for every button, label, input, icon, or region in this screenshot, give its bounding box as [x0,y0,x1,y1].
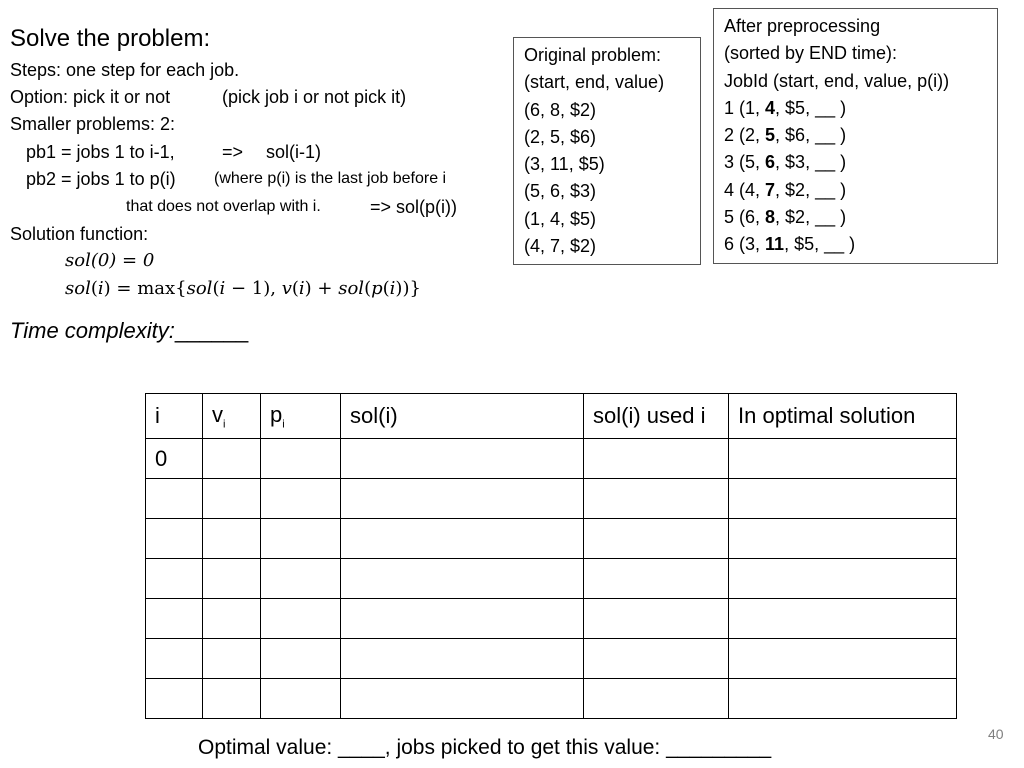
table-cell [261,519,341,559]
table-header-row [146,394,957,439]
table-row [146,439,957,479]
table-cell [203,559,261,599]
original-row: (4, 7, $2) [524,236,597,257]
table-cell [261,479,341,519]
solution-table [145,393,957,719]
original-columns: (start, end, value) [524,72,665,93]
table-cell [584,519,729,559]
table-cell [729,559,957,599]
original-row: (2, 5, $6) [524,126,597,147]
table-cell [261,639,341,679]
table-cell [341,599,584,639]
sorted-row: 1 (1, 4, $5, __ ) [724,97,847,118]
table-cell [729,639,957,679]
page-title: Solve the problem: [10,25,211,52]
table-row [146,679,957,719]
table-cell [584,599,729,639]
table-row [146,639,957,679]
option-line: Option: pick it or not [10,87,171,107]
table-cell [146,679,203,719]
table-cell [261,439,341,479]
table-cell [261,559,341,599]
table-cell [203,679,261,719]
header-v: $v_i$ [203,394,261,439]
smaller-problems-line: Smaller problems: 2: [10,114,176,134]
pb1-arrow: => [222,142,244,162]
original-row: (1, 4, $5) [524,208,597,229]
pb2-solution: => sol(p(i)) [370,197,458,217]
header-sol: sol(i) [341,394,584,439]
pb1-line: pb1 = jobs 1 to i-1, [26,142,175,162]
sorted-jobs-box [713,8,998,264]
original-row: (5, 6, $3) [524,181,597,202]
sorted-subheader: (sorted by END time): [724,43,898,64]
table-cell [584,439,729,479]
table-cell [729,479,957,519]
pb2-note-2: that does not overlap with i. [126,198,321,215]
table-cell [146,599,203,639]
pb2-note-1: (where p(i) is the last job before i [214,170,447,187]
header-optimal: In optimal solution [729,394,957,439]
header-used: sol(i) used i [584,394,729,439]
pb1-solution: sol(i-1) [266,142,322,162]
sorted-header: After preprocessing [724,16,881,36]
table-cell [203,519,261,559]
table-cell [203,479,261,519]
pb2-line: pb2 = jobs 1 to p(i) [26,169,176,189]
table-cell [341,639,584,679]
table-row [146,599,957,639]
table-row [146,479,957,519]
option-note: (pick job i or not pick it) [222,87,407,107]
optimal-value-line: Optimal value: ____, jobs picked to get this value: _________ [198,736,772,759]
sorted-row: 3 (5, 6, $3, __ ) [724,152,847,173]
table-cell [341,439,584,479]
original-header: Original problem: [524,45,662,65]
table-cell [341,479,584,519]
table-cell [341,519,584,559]
table-row [146,559,957,599]
header-i: i [146,394,203,439]
slide-number: 40 [988,726,1004,742]
table-cell [584,559,729,599]
recurrence-formula: sol(i) = max{sol(i − 1), v(i) + sol(p(i))} [65,278,421,299]
table-cell [584,639,729,679]
sorted-row: 6 (3, 11, $5, __ ) [724,234,856,255]
table-cell [729,599,957,639]
original-row: (3, 11, $5) [524,154,605,175]
table-cell [146,559,203,599]
table-cell [729,519,957,559]
solution-function-label: Solution function: [10,224,149,244]
table-cell [261,599,341,639]
steps-line: Steps: one step for each job. [10,60,240,80]
table-row [146,519,957,559]
original-row: (6, 8, $2) [524,99,597,120]
time-complexity-label: Time complexity:______ [10,318,249,343]
table-cell [146,479,203,519]
table-cell [584,479,729,519]
table-cell [341,679,584,719]
header-p: $p_i$ [261,394,341,439]
table-cell [729,679,957,719]
table-cell [584,679,729,719]
table-cell [203,639,261,679]
sorted-columns: JobId (start, end, value, p(i)) [724,70,950,91]
table-cell [203,439,261,479]
table-cell [729,439,957,479]
cell-i: 0 [146,439,203,479]
sorted-row: 2 (2, 5, $6, __ ) [724,125,847,146]
sorted-row: 4 (4, 7, $2, __ ) [724,179,847,200]
original-problem-box [513,37,701,265]
table-cell [261,679,341,719]
table-cell [341,559,584,599]
table-cell [203,599,261,639]
base-case-formula: sol(0) = 0 [65,250,155,271]
table-cell [146,639,203,679]
table-cell [146,519,203,559]
sorted-row: 5 (6, 8, $2, __ ) [724,207,847,228]
